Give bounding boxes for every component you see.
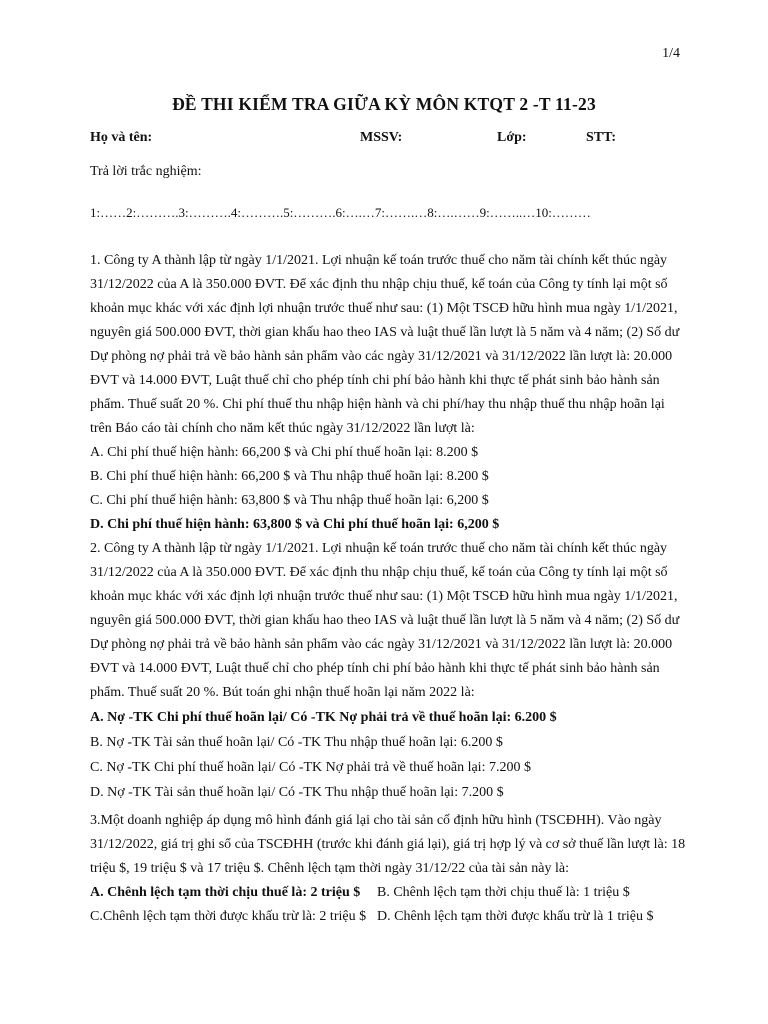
q3-options-row-1 (90, 885, 690, 905)
stt-label: STT: (586, 130, 617, 145)
q1-option-a: A. Chi phí thuế hiện hành: 66,200 $ và Chi phí thuế hoãn lại: 8.200 $ (90, 445, 479, 460)
q2-option-d: D. Nợ -TK Tài sản thuế hoãn lại/ Có -TK Thu nhập thuế hoãn lại: 7.200 $ (90, 785, 504, 800)
q2-option-a-correct: A. Nợ -TK Chi phí thuế hoãn lại/ Có -TK Nợ phải trả về thuế hoãn lại: 6.200 $ (90, 710, 557, 725)
page-number: 1/4 (662, 46, 680, 61)
question-text-line: nguyên giá 500.000 ĐVT, thời gian khấu hao theo IAS và luật thuế lần lượt là 5 năm và 4 năm; (2) Số dư (90, 325, 680, 340)
exam-title: ĐỀ THI KIỂM TRA GIỮA KỲ MÔN KTQT 2 -T 11-23 (172, 94, 596, 114)
answer-prompt: Trả lời trắc nghiệm: (90, 164, 202, 179)
class-label: Lớp: (497, 130, 527, 145)
question-text-line: Dự phòng nợ phải trả về bảo hành sản phẩm vào các ngày 31/12/2021 và 31/12/2022 lần lượt là: 20.000 (90, 637, 673, 652)
q3-option-d: D. Chênh lệch tạm thời được khấu trừ là 1 triệu $ (377, 909, 654, 924)
question-text-line: Dự phòng nợ phải trả về bảo hành sản phẩm vào các ngày 31/12/2021 và 31/12/2022 lần lượt là: 20.000 (90, 349, 673, 364)
question-text-line: 2. Công ty A thành lập từ ngày 1/1/2021. Lợi nhuận kế toán trước thuế cho năm tài chính kết thúc ngày (90, 541, 668, 556)
q3-option-a-correct: A. Chênh lệch tạm thời chịu thuế là: 2 triệu $ (90, 885, 361, 900)
question-text-line: 31/12/2022, giá trị ghi sổ của TSCĐHH (trước khi đánh giá lại), giá trị hợp lý và cơ sở thuế lần lượt là: 18 (90, 837, 686, 852)
name-label: Họ và tên: (90, 130, 153, 145)
question-text-line: 3.Một doanh nghiệp áp dụng mô hình đánh giá lại cho tài sản cố định hữu hình (TSCĐHH). Vào ngày (90, 813, 662, 828)
q1-option-c: C. Chi phí thuế hiện hành: 63,800 $ và Thu nhập thuế hoãn lại: 6,200 $ (90, 493, 489, 508)
question-text-line: phẩm. Thuế suất 20 %. Bút toán ghi nhận thuế hoãn lại năm 2022 là: (90, 685, 475, 700)
question-text-line: khoản mục khác với xác định lợi nhuận trước thuế như sau: (1) Một TSCĐ hữu hình mua ngày 1/1/2021, (90, 301, 678, 316)
question-text-line: nguyên giá 500.000 ĐVT, thời gian khấu hao theo IAS và luật thuế lần lượt là 5 năm và 4 năm; (2) Số dư (90, 613, 680, 628)
answer-line: 1:……2:……….3:……….4:……….5:……….6:….…7:…….…8:….……9:……..…10:……… (90, 205, 591, 220)
q2-option-b: B. Nợ -TK Tài sản thuế hoãn lại/ Có -TK Thu nhập thuế hoãn lại: 6.200 $ (90, 735, 503, 750)
question-text-line: 31/12/2022 của A là 350.000 ĐVT. Để xác định thu nhập chịu thuế, kế toán của Công ty tính lại một số (90, 277, 668, 292)
q1-option-d-correct: D. Chi phí thuế hiện hành: 63,800 $ và Chi phí thuế hoãn lại: 6,200 $ (90, 517, 500, 532)
student-info-row (90, 130, 690, 150)
q3-option-b: B. Chênh lệch tạm thời chịu thuế là: 1 triệu $ (377, 885, 630, 900)
question-text-line: khoản mục khác với xác định lợi nhuận trước thuế như sau: (1) Một TSCĐ hữu hình mua ngày 1/1/2021, (90, 589, 678, 604)
q3-options-row-2 (90, 909, 690, 929)
question-text-line: 31/12/2022 của A là 350.000 ĐVT. Để xác định thu nhập chịu thuế, kế toán của Công ty tính lại một số (90, 565, 668, 580)
q1-option-b: B. Chi phí thuế hiện hành: 66,200 $ và Thu nhập thuế hoãn lại: 8.200 $ (90, 469, 489, 484)
q2-option-c: C. Nợ -TK Chi phí thuế hoãn lại/ Có -TK Nợ phải trả về thuế hoãn lại: 7.200 $ (90, 760, 531, 775)
question-text-line: phẩm. Thuế suất 20 %. Chi phí thuế thu nhập hiện hành và chi phí/hay thu nhập thuế thu nhập hoãn lại (90, 397, 665, 412)
question-text-line: ĐVT và 14.000 ĐVT, Luật thuế chỉ cho phép tính chi phí bảo hành khi thực tế phát sinh bảo hành sản (90, 373, 660, 388)
mssv-label: MSSV: (360, 130, 403, 145)
q3-option-c: C.Chênh lệch tạm thời được khấu trừ là: 2 triệu $ (90, 909, 367, 924)
question-text-line: trên Báo cáo tài chính cho năm kết thúc ngày 31/12/2022 lần lượt là: (90, 421, 475, 436)
question-text-line: ĐVT và 14.000 ĐVT, Luật thuế chỉ cho phép tính chi phí bảo hành khi thực tế phát sinh bảo hành sản (90, 661, 660, 676)
question-text-line: 1. Công ty A thành lập từ ngày 1/1/2021. Lợi nhuận kế toán trước thuế cho năm tài chính kết thúc ngày (90, 253, 668, 268)
question-text-line: triệu $, 19 triệu $ và 17 triệu $. Chênh lệch tạm thời ngày 31/12/22 của tài sản này là: (90, 861, 570, 876)
